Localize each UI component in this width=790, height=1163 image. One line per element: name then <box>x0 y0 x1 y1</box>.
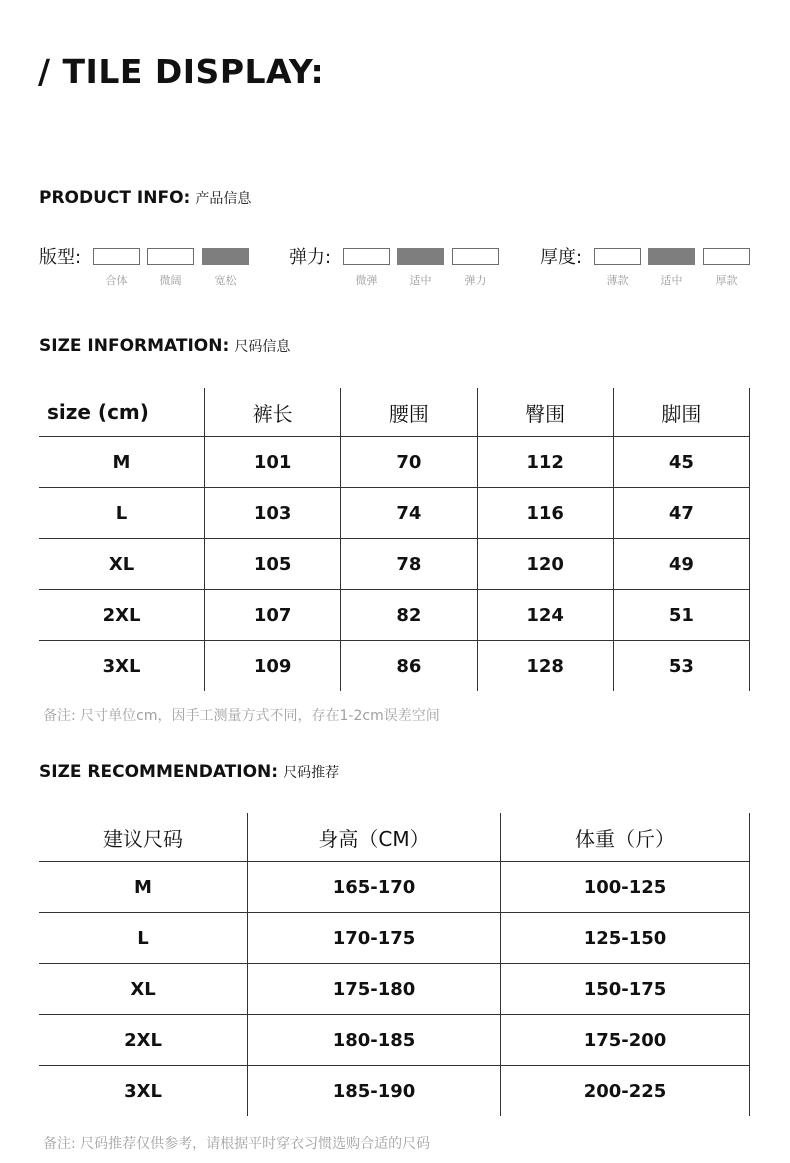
table-cell: 125-150 <box>501 913 750 964</box>
size-info-note: 备注: 尺寸单位cm，因手工测量方式不同，存在1-2cm误差空间 <box>43 708 440 724</box>
fit-option-box-1 <box>93 248 140 265</box>
table-cell: 120 <box>477 539 613 590</box>
table-row <box>39 641 750 692</box>
fit-option-label-1: 合体 <box>105 274 128 287</box>
table-cell: 112 <box>477 437 613 488</box>
table-cell: M <box>39 437 205 488</box>
size-info-table <box>39 388 750 691</box>
size-header-waist: 腰围 <box>341 388 477 437</box>
table-cell: 47 <box>613 488 749 539</box>
rec-header-weight: 体重（斤） <box>501 813 750 862</box>
thickness-option-label-1: 薄款 <box>606 274 629 287</box>
stretch-option-label-1: 微弹 <box>355 274 378 287</box>
table-cell: 3XL <box>39 641 205 692</box>
thickness-option-box-2 <box>648 248 695 265</box>
thickness-option-box-3 <box>703 248 750 265</box>
size-header-hem: 脚围 <box>613 388 749 437</box>
table-cell: 82 <box>341 590 477 641</box>
size-rec-title-en: SIZE RECOMMENDATION: <box>39 762 279 782</box>
table-cell: 116 <box>477 488 613 539</box>
table-cell: 107 <box>205 590 341 641</box>
size-info-title-zh: 尺码信息 <box>234 339 291 355</box>
table-cell: 180-185 <box>248 1015 501 1066</box>
table-cell: 70 <box>341 437 477 488</box>
table-cell: 109 <box>205 641 341 692</box>
table-cell: L <box>39 488 205 539</box>
table-row <box>39 488 750 539</box>
table-cell: 128 <box>477 641 613 692</box>
fit-option-box-2 <box>147 248 194 265</box>
thickness-option-label-3: 厚款 <box>715 274 738 287</box>
table-row <box>39 590 750 641</box>
table-cell: 74 <box>341 488 477 539</box>
table-cell: XL <box>39 539 205 590</box>
stretch-option-box-1 <box>343 248 390 265</box>
product-info-title <box>39 188 251 208</box>
size-info-title-en: SIZE INFORMATION: <box>39 336 230 356</box>
table-cell: 103 <box>205 488 341 539</box>
rec-header-size: 建议尺码 <box>39 813 248 862</box>
table-cell: 49 <box>613 539 749 590</box>
stretch-option-label-3: 弹力 <box>464 274 487 287</box>
table-cell: 51 <box>613 590 749 641</box>
table-cell: 2XL <box>39 590 205 641</box>
size-info-title <box>39 336 290 356</box>
size-header-hip: 臀围 <box>477 388 613 437</box>
table-cell: 101 <box>205 437 341 488</box>
fit-option-box-3 <box>202 248 249 265</box>
table-cell: 86 <box>341 641 477 692</box>
table-cell: 175-200 <box>501 1015 750 1066</box>
thickness-option-box-1 <box>594 248 641 265</box>
table-cell: 100-125 <box>501 862 750 913</box>
product-info-title-en: PRODUCT INFO: <box>39 188 191 208</box>
stretch-option-box-3 <box>452 248 499 265</box>
table-cell: 53 <box>613 641 749 692</box>
table-row <box>39 964 750 1015</box>
table-row <box>39 913 750 964</box>
attr-label-thickness: 厚度: <box>540 247 583 268</box>
stretch-option-label-2: 适中 <box>409 274 432 287</box>
table-cell: 175-180 <box>248 964 501 1015</box>
table-cell: 124 <box>477 590 613 641</box>
stretch-option-box-2 <box>397 248 444 265</box>
table-cell: 2XL <box>39 1015 248 1066</box>
table-cell: M <box>39 862 248 913</box>
table-cell: 165-170 <box>248 862 501 913</box>
fit-option-label-3: 宽松 <box>214 274 237 287</box>
size-rec-note: 备注: 尺码推荐仅供参考，请根据平时穿衣习惯选购合适的尺码 <box>43 1136 431 1152</box>
table-cell: 200-225 <box>501 1066 750 1117</box>
product-info-title-zh: 产品信息 <box>195 191 252 207</box>
size-rec-title <box>39 762 339 782</box>
table-row <box>39 1015 750 1066</box>
size-header-size: size (cm) <box>39 388 205 437</box>
table-header-row <box>39 388 750 437</box>
attr-label-stretch: 弹力: <box>289 247 332 268</box>
page-headline: / TILE DISPLAY: <box>38 52 325 91</box>
table-cell: XL <box>39 964 248 1015</box>
table-row <box>39 1066 750 1117</box>
size-header-length: 裤长 <box>205 388 341 437</box>
table-header-row <box>39 813 750 862</box>
table-row <box>39 539 750 590</box>
table-cell: L <box>39 913 248 964</box>
table-cell: 150-175 <box>501 964 750 1015</box>
table-cell: 45 <box>613 437 749 488</box>
size-recommendation-table <box>39 813 750 1116</box>
attr-label-fit: 版型: <box>39 247 82 268</box>
table-row <box>39 862 750 913</box>
table-row <box>39 437 750 488</box>
table-cell: 78 <box>341 539 477 590</box>
table-cell: 105 <box>205 539 341 590</box>
thickness-option-label-2: 适中 <box>660 274 683 287</box>
size-rec-title-zh: 尺码推荐 <box>283 765 340 781</box>
table-cell: 3XL <box>39 1066 248 1117</box>
fit-option-label-2: 微阔 <box>159 274 182 287</box>
table-cell: 185-190 <box>248 1066 501 1117</box>
rec-header-height: 身高（CM） <box>248 813 501 862</box>
table-cell: 170-175 <box>248 913 501 964</box>
